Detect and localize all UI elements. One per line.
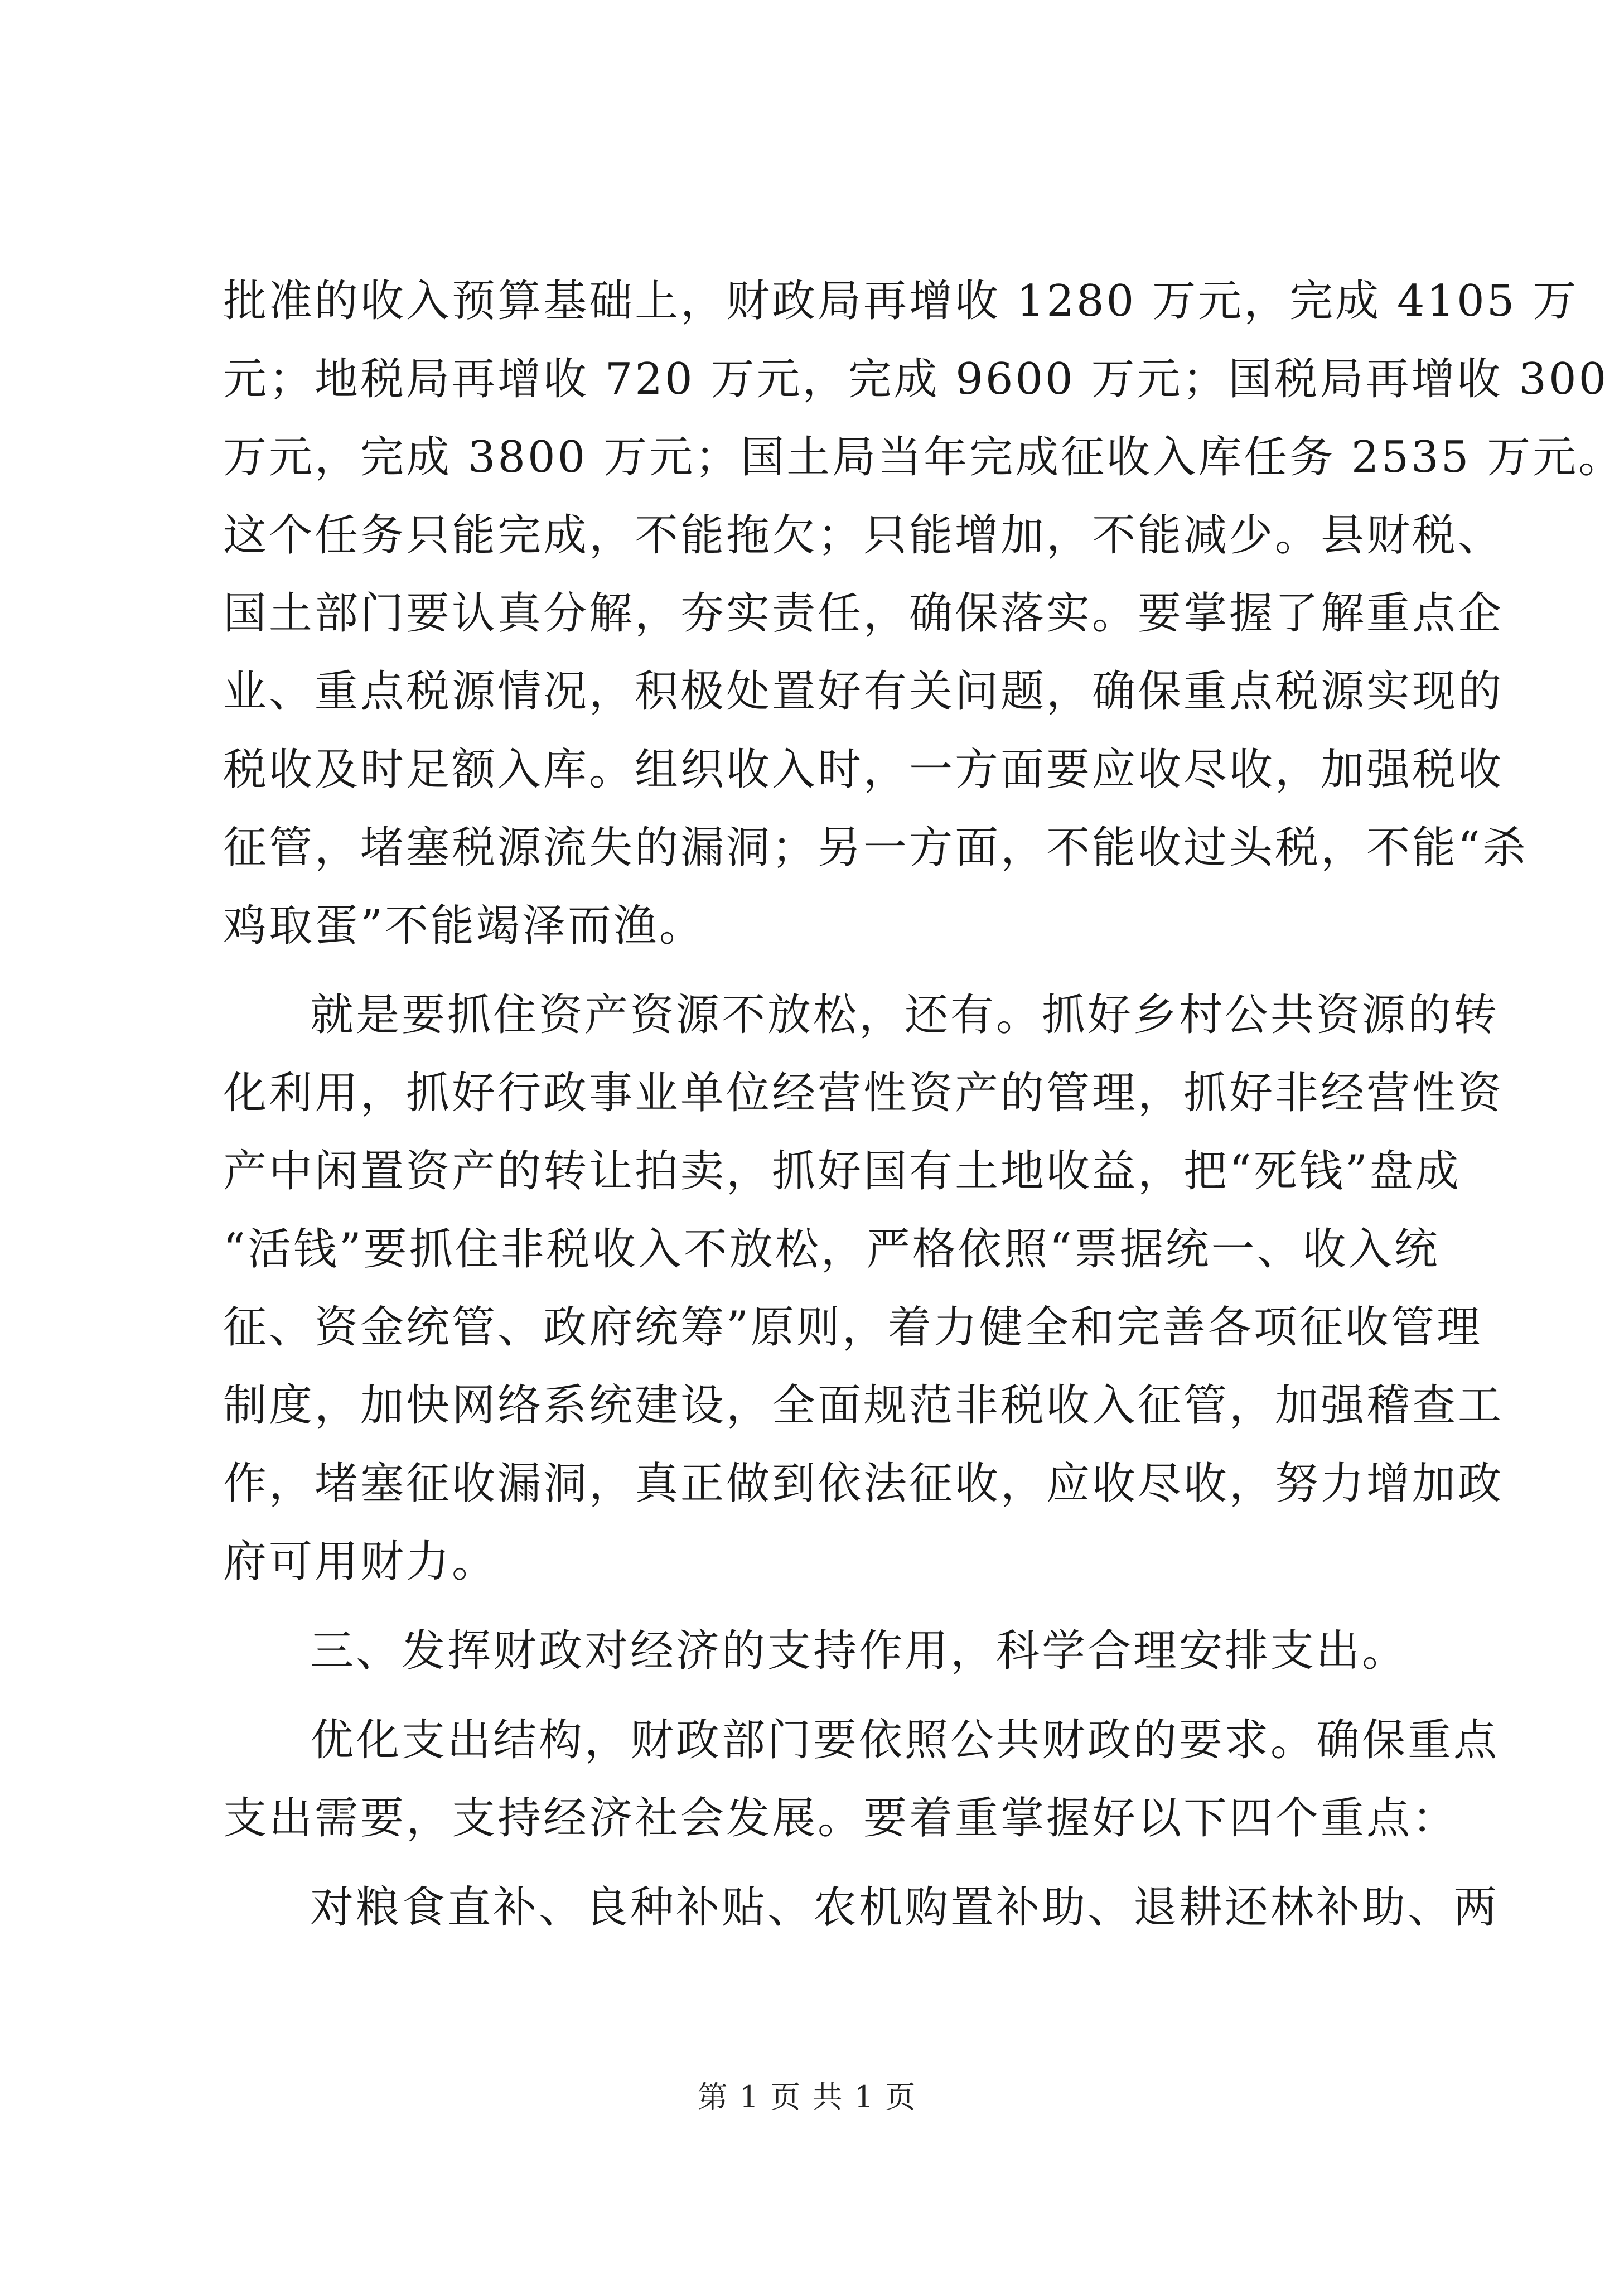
text-line: 批准的收入预算基础上，财政局再增收 1280 万元，完成 4105 万	[223, 276, 1579, 326]
text-line: “活钱”要抓住非税收入不放松，严格依照“票据统一、收入统	[223, 1224, 1440, 1275]
paragraph-end-line: 鸡取蛋”不能竭泽而渔。	[223, 901, 705, 951]
text-line: 税收及时足额入库。组织收入时，一方面要应收尽收，加强税收	[223, 745, 1504, 795]
text-line: 产中闲置资产的转让拍卖，抓好国有土地收益，把“死钱”盘成	[223, 1146, 1461, 1196]
section-heading: 三、发挥财政对经济的支持作用，科学合理安排支出。	[310, 1626, 1408, 1676]
text-line: 万元，完成 3800 万元；国土局当年完成征收入库任务 2535 万元。	[223, 432, 1624, 482]
paragraph-end-line: 府可用财力。	[223, 1537, 498, 1587]
paragraph-first-line: 对粮食直补、良种补贴、农机购置补助、退耕还林补助、两	[310, 1883, 1500, 1933]
text-line: 作，堵塞征收漏洞，真正做到依法征收，应收尽收，努力增加政	[223, 1459, 1504, 1509]
text-line: 化利用，抓好行政事业单位经营性资产的管理，抓好非经营性资	[223, 1068, 1504, 1118]
text-line: 征管，堵塞税源流失的漏洞；另一方面，不能收过头税，不能“杀	[223, 823, 1528, 873]
text-line: 这个任务只能完成，不能拖欠；只能增加，不能减少。县财税、	[223, 510, 1504, 561]
text-line: 元；地税局再增收 720 万元，完成 9600 万元；国税局再增收 300	[223, 354, 1609, 404]
page-number-footer: 第 1 页 共 1 页	[697, 2079, 917, 2115]
text-line: 制度，加快网络系统建设，全面规范非税收入征管，加强稽查工	[223, 1381, 1504, 1431]
paragraph-first-line: 优化支出结构，财政部门要依照公共财政的要求。确保重点	[310, 1715, 1500, 1765]
text-line: 征、资金统管、政府统筹”原则，着力健全和完善各项征收管理	[223, 1302, 1482, 1353]
paragraph-first-line: 就是要抓住资产资源不放松，还有。抓好乡村公共资源的转	[310, 990, 1500, 1040]
paragraph-end-line: 支出需要，支持经济社会发展。要着重掌握好以下四个重点：	[223, 1793, 1458, 1843]
text-line: 国土部门要认真分解，夯实责任，确保落实。要掌握了解重点企	[223, 588, 1504, 639]
text-line: 业、重点税源情况，积极处置好有关问题，确保重点税源实现的	[223, 667, 1504, 717]
